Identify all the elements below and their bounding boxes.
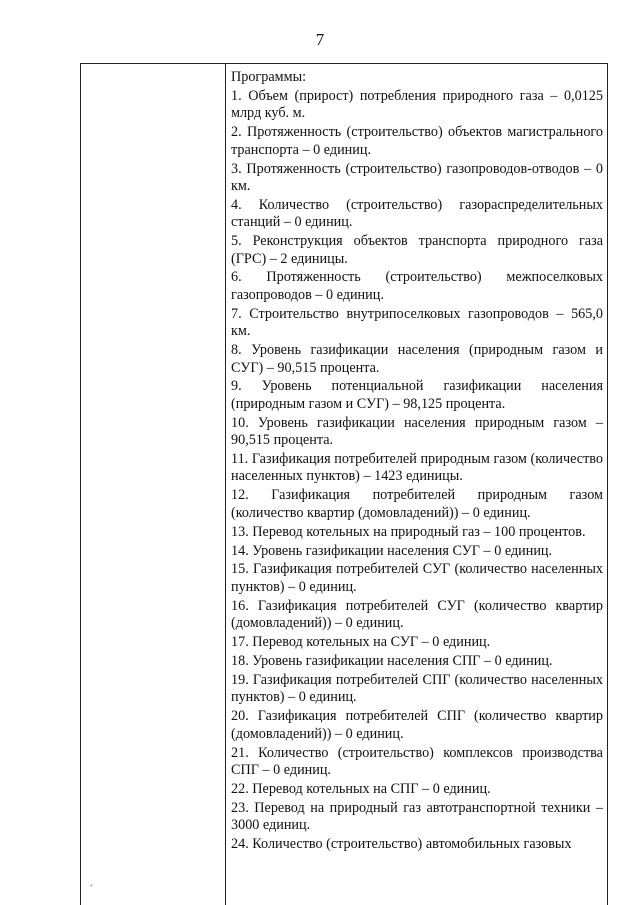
list-item: 21. Количество (строительство) комплексов производства СПГ – 0 единиц.	[231, 744, 603, 778]
list-item: 9. Уровень потенциальной газификации населения (природным газом и СУГ) – 98,125 процента.	[231, 378, 603, 412]
list-item: 3. Протяженность (строительство) газопроводов-отводов – 0 км.	[231, 160, 603, 194]
list-item: 22. Перевод котельных на СПГ – 0 единиц.	[231, 780, 491, 797]
column-divider	[225, 64, 226, 905]
list-item: 20. Газификация потребителей СПГ (количество квартир (домовладений)) – 0 единиц.	[231, 708, 603, 742]
programs-heading: Программы:	[231, 69, 307, 85]
list-item: 19. Газификация потребителей СПГ (количество населенных пунктов) – 0 единиц.	[231, 671, 603, 706]
list-item: 24. Количество (строительство) автомобильных газовых	[231, 836, 572, 853]
list-item: 16. Газификация потребителей СУГ (количество квартир (домовладений)) – 0 единиц.	[231, 597, 603, 632]
list-item: 13. Перевод котельных на природный газ – 100 процентов.	[231, 523, 586, 540]
page-number: 7	[315, 30, 325, 49]
list-item: 4. Количество (строительство) газораспределительных станций – 0 единиц.	[231, 196, 603, 231]
list-item: 8. Уровень газификации населения (природным газом и СУГ) – 90,515 процента.	[231, 342, 603, 376]
document-table	[80, 63, 608, 905]
list-item: 10. Уровень газификации населения природным газом – 90,515 процента.	[231, 414, 603, 449]
list-item: 12. Газификация потребителей природным газом (количество квартир (домовладений)) – 0 единиц.	[231, 487, 603, 521]
list-item: 17. Перевод котельных на СУГ – 0 единиц.	[231, 634, 491, 651]
scan-dot: .	[90, 878, 93, 889]
list-item: 2. Протяженность (строительство) объектов магистрального транспорта – 0 единиц.	[231, 124, 603, 158]
list-item: 5. Реконструкция объектов транспорта природного газа (ГРС) – 2 единицы.	[231, 233, 603, 267]
list-item: 18. Уровень газификации населения СПГ – 0 единиц.	[231, 653, 553, 669]
list-item: 23. Перевод на природный газ автотранспортной техники – 3000 единиц.	[231, 799, 603, 834]
list-item: 6. Протяженность (строительство) межпоселковых газопроводов – 0 единиц.	[231, 269, 603, 303]
list-item: 1. Объем (прирост) потребления природного газа – 0,0125 млрд куб. м.	[231, 87, 603, 122]
list-item: 11. Газификация потребителей природным газом (количество населенных пунктов) – 1423 единицы.	[231, 451, 603, 485]
list-item: 7. Строительство внутрипоселковых газопроводов – 565,0 км.	[231, 305, 603, 340]
programs-cell	[231, 69, 603, 855]
list-item: 14. Уровень газификации населения СУГ – 0 единиц.	[231, 542, 553, 559]
list-item: 15. Газификация потребителей СУГ (количество населенных пунктов) – 0 единиц.	[231, 561, 603, 595]
